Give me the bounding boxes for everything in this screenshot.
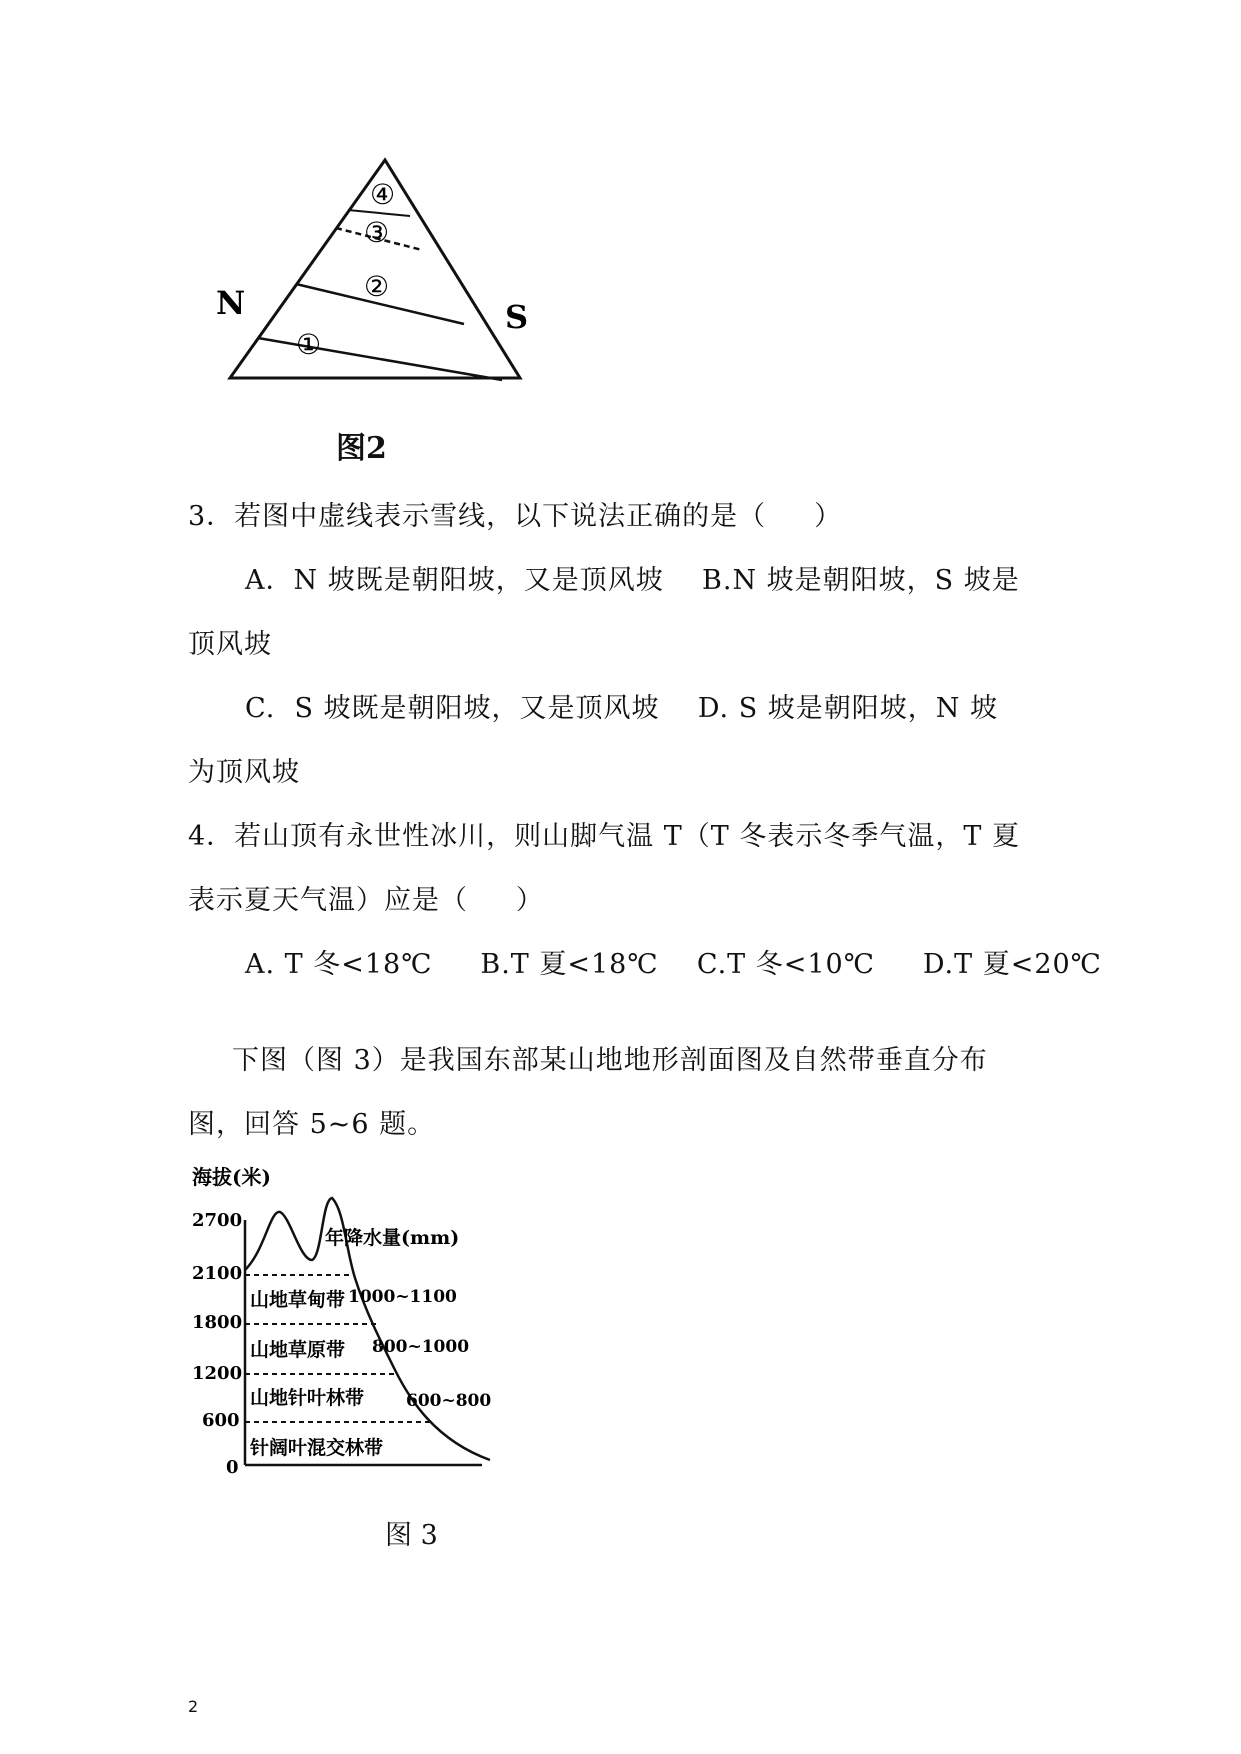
intro-line-2: 图，回答 5~6 题。 xyxy=(188,1109,436,1140)
question3-options-ab-cont: 顶风坡 xyxy=(188,629,272,660)
question3-options-ab: A．N 坡既是朝阳坡，又是顶风坡 B.N 坡是朝阳坡，S 坡是 xyxy=(245,565,1020,596)
figure2-caption: 图2 xyxy=(336,431,387,466)
y-axis-title: 海拔(米) xyxy=(192,1165,271,1189)
question4-options: A. T 冬<18℃ B.T 夏<18℃ C.T 冬<10℃ D.T 夏<20℃ xyxy=(245,949,1102,980)
zone-label-2: ② xyxy=(364,270,390,303)
south-slope-label: S xyxy=(505,298,529,336)
zone-coniferous-forest: 山地针叶林带 xyxy=(250,1387,365,1409)
question3-options-cd: C. S 坡既是朝阳坡，又是顶风坡 D. S 坡是朝阳坡，N 坡 xyxy=(245,693,998,724)
zone-mixed-forest: 针阔叶混交林带 xyxy=(250,1437,384,1459)
figure3-caption: 图 3 xyxy=(385,1520,438,1551)
precip-range-top: 1000~1100 xyxy=(348,1287,457,1307)
zone-label-4: ④ xyxy=(370,178,396,211)
precip-title: 年降水量(mm) xyxy=(325,1227,460,1249)
question4-stem-cont: 表示夏天气温）应是（ ） xyxy=(188,885,544,916)
y-tick-600: 600 xyxy=(202,1410,240,1431)
precip-range-mid: 800~1000 xyxy=(372,1337,470,1357)
zone-label-1: ① xyxy=(296,328,322,361)
question4-stem: 4．若山顶有永世性冰川，则山脚气温 T（T 冬表示冬季气温，T 夏 xyxy=(188,821,1020,852)
zone-alpine-meadow: 山地草甸带 xyxy=(250,1289,346,1311)
page-number: 2 xyxy=(188,1697,199,1716)
y-tick-2700: 2700 xyxy=(192,1210,243,1231)
y-tick-0: 0 xyxy=(226,1457,239,1478)
question3-options-cd-cont: 为顶风坡 xyxy=(188,757,300,788)
figure2-diagram xyxy=(216,150,540,470)
question3-stem: 3．若图中虚线表示雪线，以下说法正确的是（ ） xyxy=(188,501,843,532)
y-tick-1800: 1800 xyxy=(192,1312,243,1333)
figure3-diagram xyxy=(190,1160,550,1500)
north-slope-label: N xyxy=(216,284,246,322)
intro-line-1: 下图（图 3）是我国东部某山地地形剖面图及自然带垂直分布 xyxy=(232,1045,988,1076)
zone-label-3: ③ xyxy=(364,216,390,249)
precip-range-low: 600~800 xyxy=(406,1391,492,1411)
zone-mountain-steppe: 山地草原带 xyxy=(250,1339,346,1361)
y-tick-1200: 1200 xyxy=(192,1363,243,1384)
zone-boundary-1 xyxy=(258,338,502,380)
y-tick-2100: 2100 xyxy=(192,1263,243,1284)
